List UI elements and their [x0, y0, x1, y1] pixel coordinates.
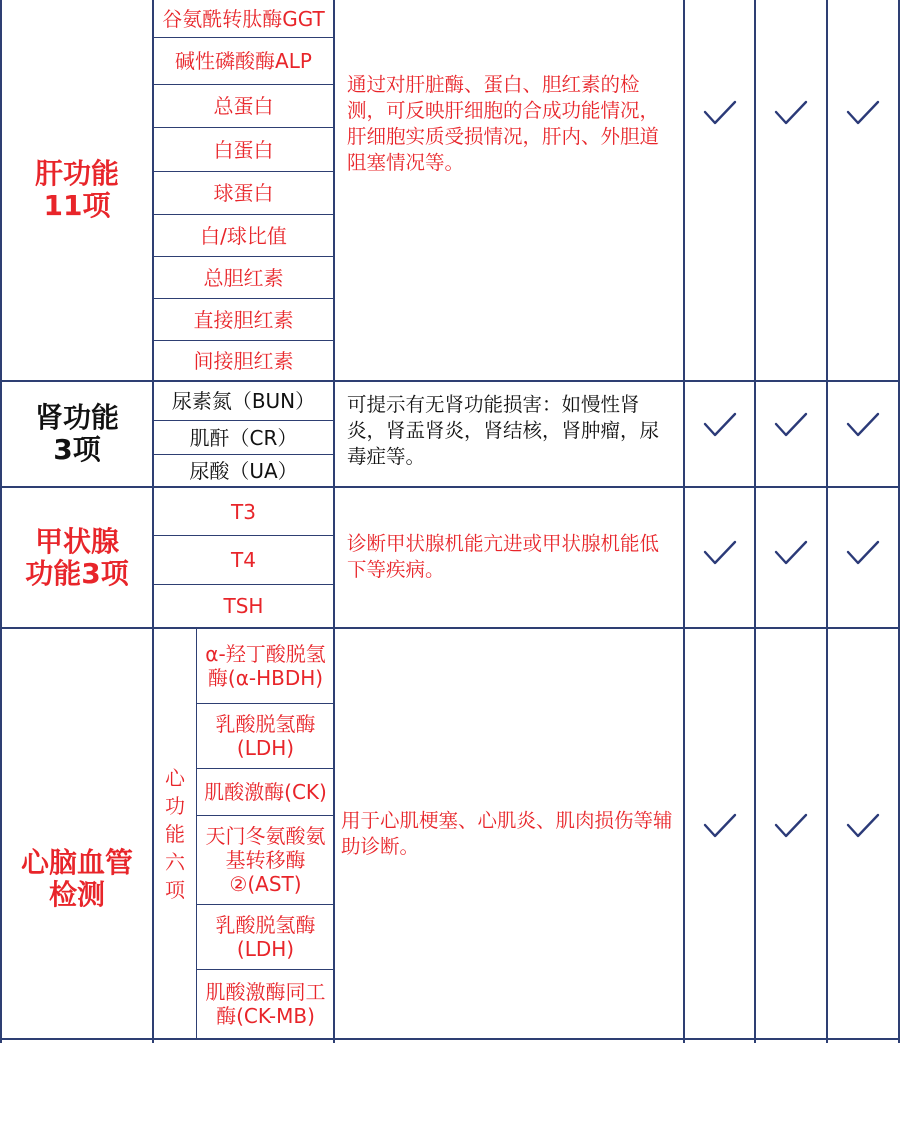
category-thyroid-function: 甲状腺 功能3项	[25, 524, 129, 590]
grid-line	[826, 0, 828, 1043]
check-icon	[846, 813, 880, 839]
item-direct-bilirubin: 直接胆红素	[193, 307, 294, 332]
item-tsh: TSH	[223, 594, 264, 618]
item-ck: 肌酸激酶(CK)	[204, 780, 327, 804]
description-kidney: 可提示有无肾功能损害：如慢性肾炎，肾盂肾炎，肾结核，肾肿瘤，尿毒症等。	[347, 393, 660, 468]
item-t3: T3	[231, 499, 256, 524]
category-kidney-function: 肾功能 3项	[34, 401, 119, 466]
check-icon	[774, 412, 808, 438]
item-ag-ratio: 白/球比值	[200, 223, 287, 248]
check-icon	[703, 412, 737, 438]
item-ast: 天门冬氨酸氨基转移酶②(AST)	[205, 824, 326, 896]
description-liver: 通过对肝脏酶、蛋白、胆红素的检测，可反映肝细胞的合成功能情况，肝细胞实质受损情况，肝内、外胆道阻塞情况等。	[347, 73, 660, 174]
category-cardio-cerebrovascular: 心脑血管 检测	[20, 846, 133, 911]
item-ggt: 谷氨酰转肽酶GGT	[162, 6, 325, 31]
item-ldh: 乳酸脱氢酶(LDH)	[215, 712, 316, 760]
item-globulin: 球蛋白	[213, 181, 274, 205]
check-icon	[703, 813, 737, 839]
description-thyroid: 诊断甲状腺机能亢进或甲状腺机能低下等疾病。	[347, 532, 660, 581]
item-indirect-bilirubin: 间接胆红素	[193, 348, 294, 373]
description-cardio: 用于心肌梗塞、心肌炎、肌肉损伤等辅助诊断。	[341, 809, 673, 858]
check-icon	[846, 540, 880, 566]
item-ldh-2: 乳酸脱氢酶(LDH)	[215, 913, 316, 961]
check-icon	[846, 100, 880, 126]
check-icon	[703, 100, 737, 126]
item-cr: 肌酐（CR）	[189, 425, 298, 450]
check-icon	[846, 412, 880, 438]
item-hbdh: α-羟丁酸脱氢酶(α-HBDH)	[205, 642, 326, 690]
item-alp: 碱性磷酸酶ALP	[175, 49, 312, 73]
item-total-bilirubin: 总胆红素	[203, 265, 284, 290]
item-albumin: 白蛋白	[213, 137, 274, 162]
check-icon	[774, 813, 808, 839]
check-icon	[774, 100, 808, 126]
check-icon	[774, 540, 808, 566]
category-liver-function: 肝功能 11项	[34, 157, 119, 222]
item-t4: T4	[231, 548, 256, 572]
grid-line	[754, 0, 756, 1043]
item-ua: 尿酸（UA）	[189, 458, 298, 483]
item-total-protein: 总蛋白	[213, 94, 274, 118]
item-ck-mb: 肌酸激酶同工酶(CK-MB)	[205, 980, 326, 1028]
subcategory-cardiac-six: 心 功 能 六 项	[165, 766, 185, 902]
check-icon	[703, 540, 737, 566]
grid-line	[683, 0, 685, 1043]
item-bun: 尿素氮（BUN）	[171, 389, 316, 413]
